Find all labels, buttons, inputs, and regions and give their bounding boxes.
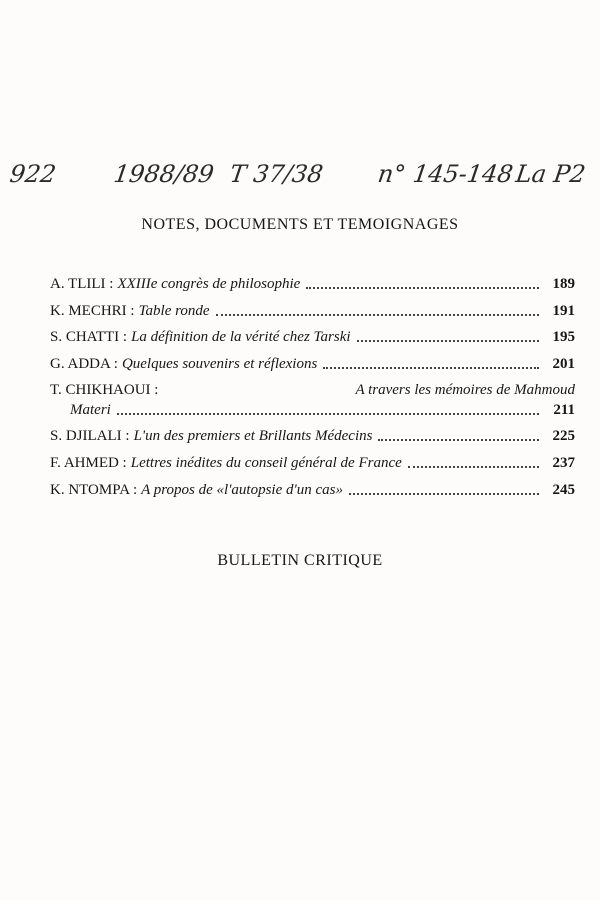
entry-title: Table ronde	[138, 302, 210, 319]
toc-entry	[50, 327, 575, 354]
entry-author: T. CHIKHAOUI :	[50, 382, 159, 399]
entry-author: K. NTOMPA :	[50, 481, 138, 498]
toc-entry	[50, 354, 575, 381]
entry-title: Quelques souvenirs et réflexions	[121, 355, 318, 372]
toc-entry	[50, 480, 575, 507]
dot-leader	[306, 286, 539, 289]
handwritten-issue-numbers: n° 145-148	[376, 160, 515, 188]
dot-leader	[378, 438, 539, 441]
entry-page: 201	[552, 355, 575, 372]
dot-leader	[357, 339, 539, 342]
toc-entry	[50, 380, 575, 426]
dot-leader	[216, 313, 539, 316]
handwritten-year: 1988/89	[112, 160, 216, 188]
entry-page: 225	[552, 428, 575, 445]
entry-author: S. DJILALI :	[50, 428, 130, 445]
entry-author: K. MECHRI :	[50, 302, 135, 319]
entry-page: 189	[552, 276, 575, 292]
entry-page: 195	[552, 329, 575, 346]
entry-title: L'un des premiers et Brillants Médecins	[133, 428, 373, 445]
entry-title: A travers les mémoires de Mahmoud	[355, 382, 575, 399]
entry-author: G. ADDA :	[50, 355, 118, 372]
entry-page: 237	[552, 454, 575, 471]
table-of-contents	[50, 274, 575, 506]
entry-title: La définition de la vérité chez Tarski	[131, 329, 351, 346]
dot-leader	[349, 492, 539, 495]
handwritten-annotations	[10, 160, 590, 196]
section-heading: NOTES, DOCUMENTS ET TEMOIGNAGES	[141, 216, 459, 233]
bulletin-heading: BULLETIN CRITIQUE	[217, 552, 383, 569]
entry-page: 245	[552, 481, 575, 498]
entry-title: Lettres inédites du conseil général de France	[130, 454, 402, 471]
toc-entry	[50, 301, 575, 328]
toc-entry	[50, 426, 575, 453]
handwritten-volume: T 37/38	[228, 160, 325, 188]
toc-entry	[50, 274, 575, 301]
entry-page: 211	[553, 402, 575, 419]
entry-author: S. CHATTI :	[50, 329, 128, 346]
dot-leader	[117, 412, 539, 415]
entry-author: A. TLILI :	[50, 276, 114, 292]
dot-leader	[408, 465, 539, 468]
entry-title-continued: Materi	[70, 402, 111, 419]
handwritten-shelf-number: 922	[8, 160, 58, 188]
handwritten-journal-code: La P2	[514, 160, 588, 188]
entry-title: XXIIIe congrès de philosophie	[117, 276, 301, 292]
entry-title: A propos de «l'autopsie d'un cas»	[141, 481, 343, 498]
toc-entry	[50, 453, 575, 480]
entry-page: 191	[552, 302, 575, 319]
entry-author: F. AHMED :	[50, 454, 127, 471]
dot-leader	[323, 366, 539, 369]
